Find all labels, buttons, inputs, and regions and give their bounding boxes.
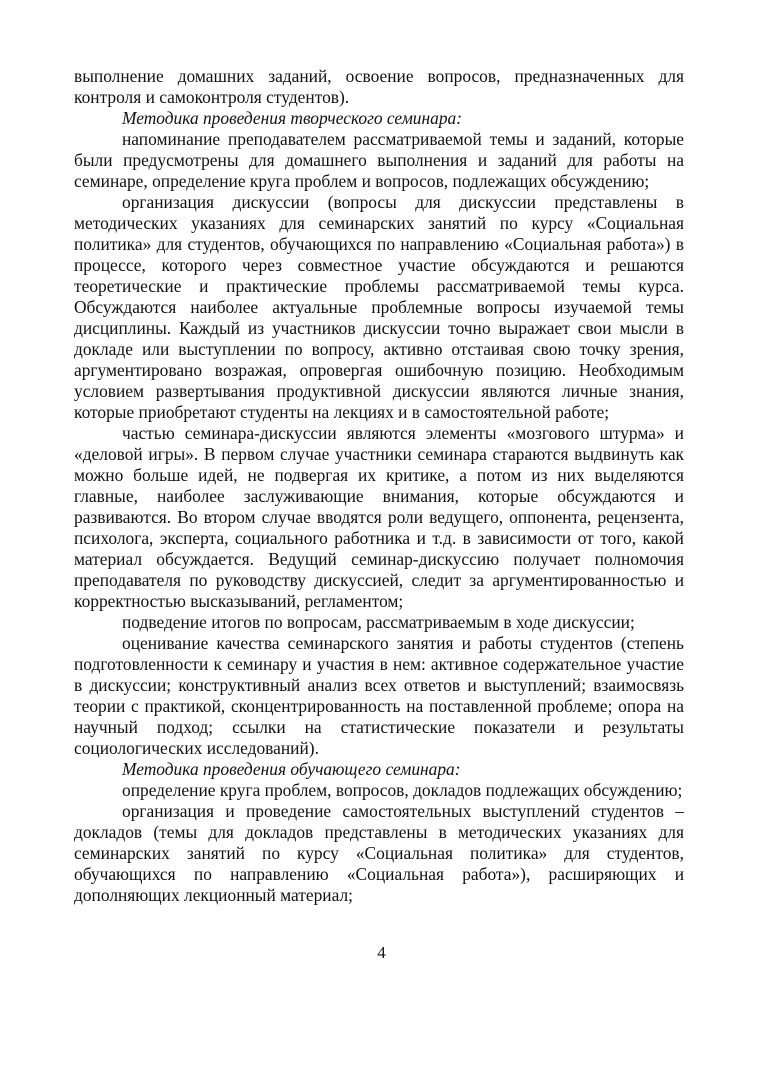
paragraph-summing-up: подведение итогов по вопросам, рассматриваемым в ходе дискуссии; bbox=[122, 612, 635, 632]
paragraph-quality-assessment: оценивание качества семинарского занятия и работы студентов (степень подготовленности к семинару и участия в нем: активное содержательное участие в дискуссии; конструктивный анализ всех ответов и выступлений; взаимосвязь теории с практикой, сконцентрированность на поставленной проблеме; опора на научный подход; ссылки на статистические показатели и результаты социологических исследований). bbox=[74, 633, 684, 758]
section-heading-creative-seminar: Методика проведения творческого семинара: bbox=[122, 108, 463, 128]
paragraph-continuation: выполнение домашних заданий, освоение вопросов, предназначенных для контроля и самоконтроля студентов). bbox=[74, 66, 684, 107]
paragraph-discussion-organization: организация дискуссии (вопросы для дискуссии представлены в методических указаниях для семинарских занятий по курсу «Социальная политика» для студентов, обучающихся по направлению «Социальная работа») в процессе, которого через совместное участие обсуждаются и решаются теоретические и практические проблемы рассматриваемой темы курса. Обсуждаются наиболее актуальные проблемные вопросы изучаемой темы дисциплины. Каждый из участников дискуссии точно выражает свои мысли в докладе или выступлении по вопросу, активно отстаивая свою точку зрения, аргументировано возражая, опровергая ошибочную позицию. Необходимым условием развертывания продуктивной дискуссии являются личные знания, которые приобретают студенты на лекциях и в самостоятельной работе; bbox=[74, 192, 684, 422]
page-number: 4 bbox=[377, 943, 386, 962]
document-body bbox=[74, 66, 684, 906]
paragraph-reminder: напоминание преподавателем рассматриваемой темы и заданий, которые были предусмотрены для домашнего выполнения и заданий для работы на семинаре, определение круга проблем и вопросов, подлежащих обсуждению; bbox=[74, 129, 684, 191]
paragraph-student-reports: организация и проведение самостоятельных выступлений студентов – докладов (темы для докладов представлены в методических указаниях для семинарских занятий по курсу «Социальная политика» для студентов, обучающихся по направлению «Социальная работа»), расширяющих и дополняющих лекционный материал; bbox=[74, 801, 684, 905]
paragraph-brainstorm-business-game: частью семинара-дискуссии являются элементы «мозгового штурма» и «деловой игры». В первом случае участники семинара стараются выдвинуть как можно больше идей, не подвергая их критике, а потом из них выделяются главные, наиболее заслуживающие внимания, которые обсуждаются и развиваются. Во втором случае вводятся роли ведущего, оппонента, рецензента, психолога, эксперта, социального работника и т.д. в зависимости от того, какой материал обсуждается. Ведущий семинар-дискуссию получает полномочия преподавателя по руководству дискуссией, следит за аргументированностью и корректностью высказываний, регламентом; bbox=[74, 423, 684, 611]
paragraph-problem-definition: определение круга проблем, вопросов, докладов подлежащих обсуждению; bbox=[122, 780, 683, 800]
section-heading-training-seminar: Методика проведения обучающего семинара: bbox=[122, 759, 461, 779]
